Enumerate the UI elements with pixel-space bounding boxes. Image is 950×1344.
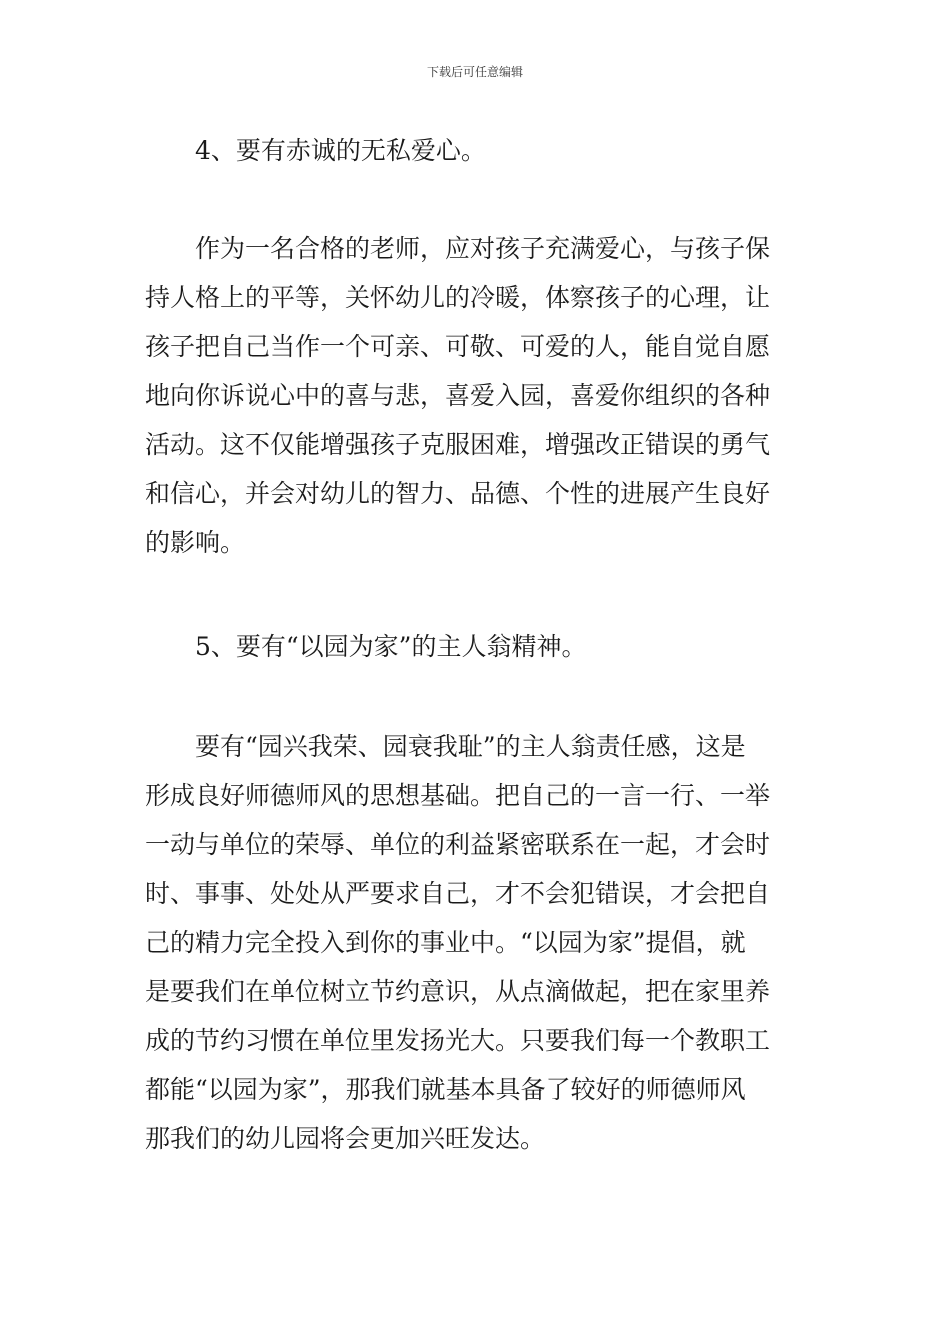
paragraph-line: 己的精力完全投入到你的事业中。“以园为家”提倡，就: [145, 928, 746, 957]
section-heading-5: 5、要有“以园为家”的主人翁精神。: [195, 632, 587, 661]
paragraph-line: 的影响。: [145, 528, 246, 557]
paragraph-line: 和信心，并会对幼儿的智力、品德、个性的进展产生良好: [145, 479, 771, 508]
paragraph-line: 活动。这不仅能增强孩子克服困难，增强改正错误的勇气: [145, 430, 771, 459]
section-paragraph-4: [145, 224, 825, 567]
paragraph-line: 形成良好师德师风的思想基础。把自己的一言一行、一举: [145, 781, 771, 810]
section-heading-4: 4、要有赤诚的无私爱心。: [195, 136, 486, 165]
paragraph-line: 要有“园兴我荣、园衰我耻”的主人翁责任感，这是: [145, 732, 746, 761]
paragraph-line: 那我们的幼儿园将会更加兴旺发达。: [145, 1124, 546, 1153]
paragraph-line: 成的节约习惯在单位里发扬光大。只要我们每一个教职工: [145, 1026, 771, 1055]
page-header: 下载后可任意编辑: [426, 65, 523, 79]
paragraph-line: 一动与单位的荣辱、单位的利益紧密联系在一起，才会时: [145, 830, 771, 859]
paragraph-line: 是要我们在单位树立节约意识，从点滴做起，把在家里养: [145, 977, 771, 1006]
paragraph-line: 都能“以园为家”，那我们就基本具备了较好的师德师风: [145, 1075, 746, 1104]
paragraph-line: 作为一名合格的老师，应对孩子充满爱心，与孩子保: [145, 234, 771, 263]
paragraph-line: 孩子把自己当作一个可亲、可敬、可爱的人，能自觉自愿: [145, 332, 771, 361]
paragraph-line: 地向你诉说心中的喜与悲，喜爱入园，喜爱你组织的各种: [145, 381, 771, 410]
paragraph-line: 时、事事、处处从严要求自己，才不会犯错误，才会把自: [145, 879, 771, 908]
section-paragraph-5: [145, 722, 825, 1163]
paragraph-line: 持人格上的平等，关怀幼儿的冷暖，体察孩子的心理，让: [145, 283, 771, 312]
